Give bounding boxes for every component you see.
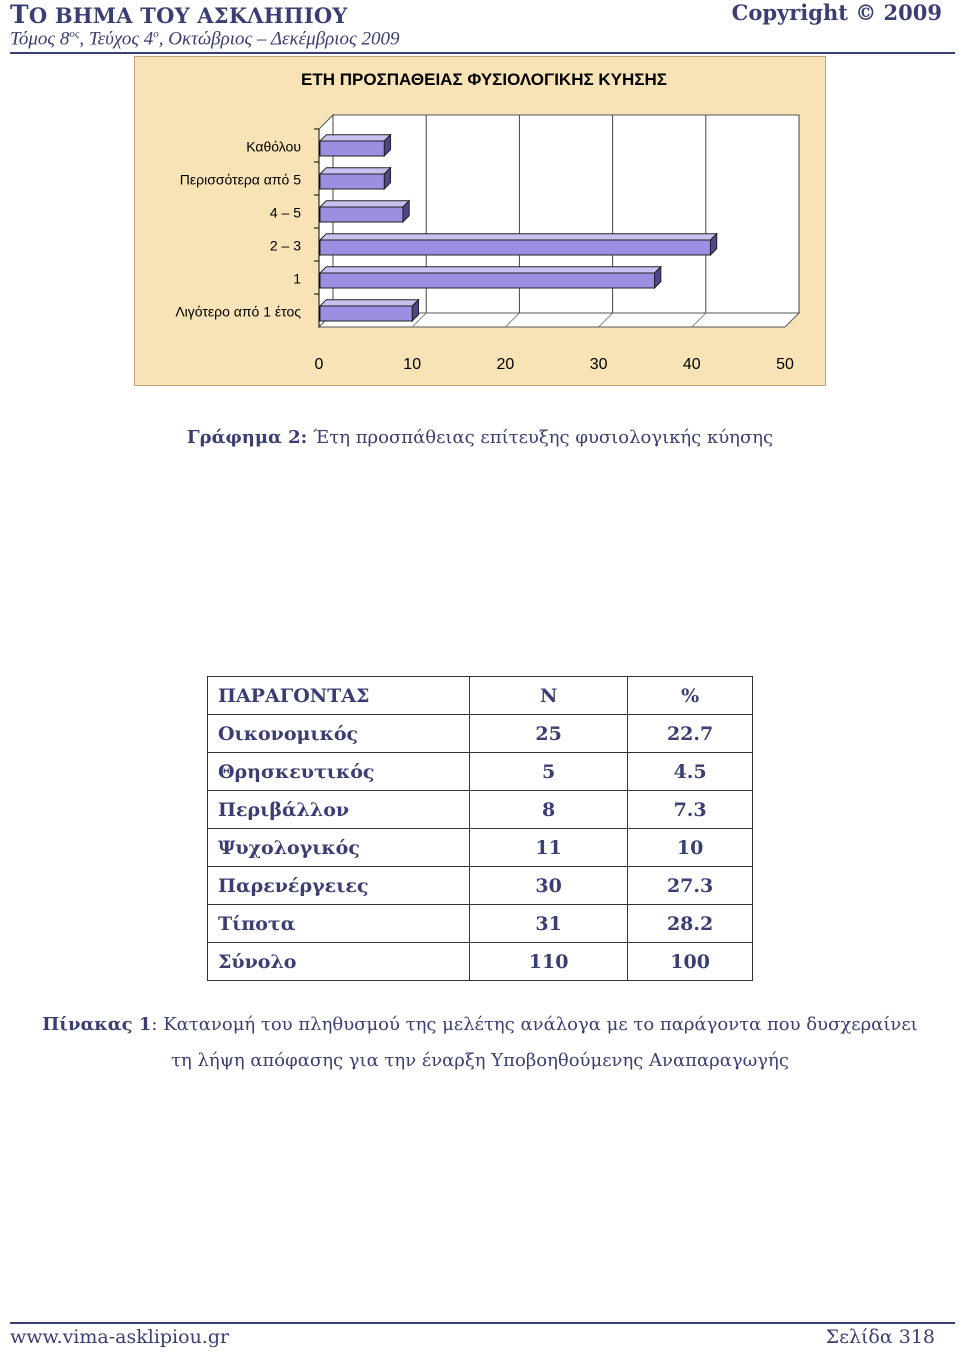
journal-title <box>10 0 348 29</box>
chart-x-tick-label: 30 <box>589 356 608 373</box>
table-total-row <box>208 943 753 981</box>
chart-x-tick-label: 10 <box>403 356 422 373</box>
chart-bar-top <box>320 267 661 273</box>
table-cell-percent: 28.2 <box>628 905 753 943</box>
table-cell-factor: Ψυχολογικός <box>208 829 470 867</box>
table-cell-factor: Θρησκευτικός <box>208 753 470 791</box>
table-cell-factor: Σύνολο <box>208 943 470 981</box>
chart-bar <box>320 306 412 321</box>
footer-divider <box>10 1322 955 1324</box>
chart-category-label: 1 <box>293 270 301 287</box>
factors-table <box>207 676 753 981</box>
chart-bar <box>320 141 384 156</box>
chart-panel <box>134 56 826 386</box>
table-cell-n: 110 <box>470 943 628 981</box>
table-header-n: Ν <box>470 677 628 715</box>
table-cell-n: 31 <box>470 905 628 943</box>
chart-x-tick-label: 0 <box>314 356 324 373</box>
figure-caption <box>0 427 960 448</box>
chart-bar <box>320 273 655 288</box>
chart-bar-top <box>320 135 391 141</box>
chart-category-label: Λιγότερο από 1 έτος <box>175 303 301 320</box>
chart-bar <box>320 174 384 189</box>
table-cell-percent: 22.7 <box>628 715 753 753</box>
table-header-row <box>208 677 753 715</box>
table-row <box>208 715 753 753</box>
header-divider <box>10 52 955 54</box>
chart-x-tick-label: 50 <box>776 356 794 373</box>
issue-number: , Τεύχος 4 <box>79 28 154 50</box>
figure-caption-text: Έτη προσπάθειας επίτευξης φυσιολογικής κύησης <box>313 427 774 448</box>
issue-volume: Τόμος 8 <box>10 28 70 50</box>
chart-bar-top <box>320 201 409 207</box>
table-cell-factor: Οικονομικός <box>208 715 470 753</box>
journal-title-rest: Ο ΒΗΜΑ ΤΟΥ ΑΣΚΛΗΠΙΟΥ <box>28 3 348 28</box>
chart-category-label: 2 – 3 <box>269 237 301 254</box>
table-row <box>208 905 753 943</box>
table-row <box>208 791 753 829</box>
table-caption-line2: τη λήψη απόφασης για την έναρξη Υποβοηθούμενης Αναπαραγωγής <box>171 1050 789 1071</box>
issue-period: , Οκτώβριος – Δεκέμβριος 2009 <box>158 28 400 50</box>
chart-x-tick-label: 20 <box>496 356 515 373</box>
issue-number-suffix: ο <box>153 28 159 40</box>
table-cell-n: 25 <box>470 715 628 753</box>
chart-category-label: Καθόλου <box>246 138 301 155</box>
table-cell-percent: 100 <box>628 943 753 981</box>
table-header-percent: % <box>628 677 753 715</box>
chart-bar-top <box>320 300 419 306</box>
figure-caption-label: Γράφημα 2: <box>186 427 308 448</box>
table-cell-percent: 27.3 <box>628 867 753 905</box>
table-cell-n: 30 <box>470 867 628 905</box>
table-cell-percent: 10 <box>628 829 753 867</box>
chart-x-tick-label: 40 <box>682 356 701 373</box>
table-header-factor: ΠΑΡΑΓΟΝΤΑΣ <box>208 677 470 715</box>
chart-title: ΕΤΗ ΠΡΟΣΠΑΘΕΙΑΣ ΦΥΣΙΟΛΟΓΙΚΗΣ ΚΥΗΣΗΣ <box>301 70 667 89</box>
bar-chart <box>135 57 827 387</box>
table-cell-factor: Παρενέργειες <box>208 867 470 905</box>
table-row <box>208 867 753 905</box>
table-cell-percent: 4.5 <box>628 753 753 791</box>
page-number: Σελίδα 318 <box>825 1326 935 1348</box>
table-caption-label: Πίνακας 1 <box>42 1014 152 1035</box>
table-caption-text-line1: : Κατανομή του πληθυσμού της μελέτης ανάλογα με το παράγοντα που δυσχεραίνει <box>151 1014 918 1035</box>
table-row <box>208 829 753 867</box>
table-cell-factor: Τίποτα <box>208 905 470 943</box>
journal-title-initial: Τ <box>10 0 29 29</box>
chart-bar <box>320 240 710 255</box>
chart-category-label: 4 – 5 <box>269 204 301 221</box>
copyright-notice: Copyright © 2009 <box>731 0 942 25</box>
chart-bar-top <box>320 168 391 174</box>
table-cell-n: 8 <box>470 791 628 829</box>
chart-category-label: Περισσότερα από 5 <box>179 171 301 188</box>
chart-bar <box>320 207 403 222</box>
table-cell-n: 5 <box>470 753 628 791</box>
table-row <box>208 753 753 791</box>
issue-info <box>10 28 400 50</box>
table-cell-percent: 7.3 <box>628 791 753 829</box>
table-caption <box>0 1014 960 1035</box>
chart-bar-top <box>320 234 717 240</box>
issue-volume-suffix: ος <box>69 28 80 40</box>
footer-url: www.vima-asklipiou.gr <box>10 1326 230 1348</box>
table-cell-n: 11 <box>470 829 628 867</box>
table-cell-factor: Περιβάλλον <box>208 791 470 829</box>
